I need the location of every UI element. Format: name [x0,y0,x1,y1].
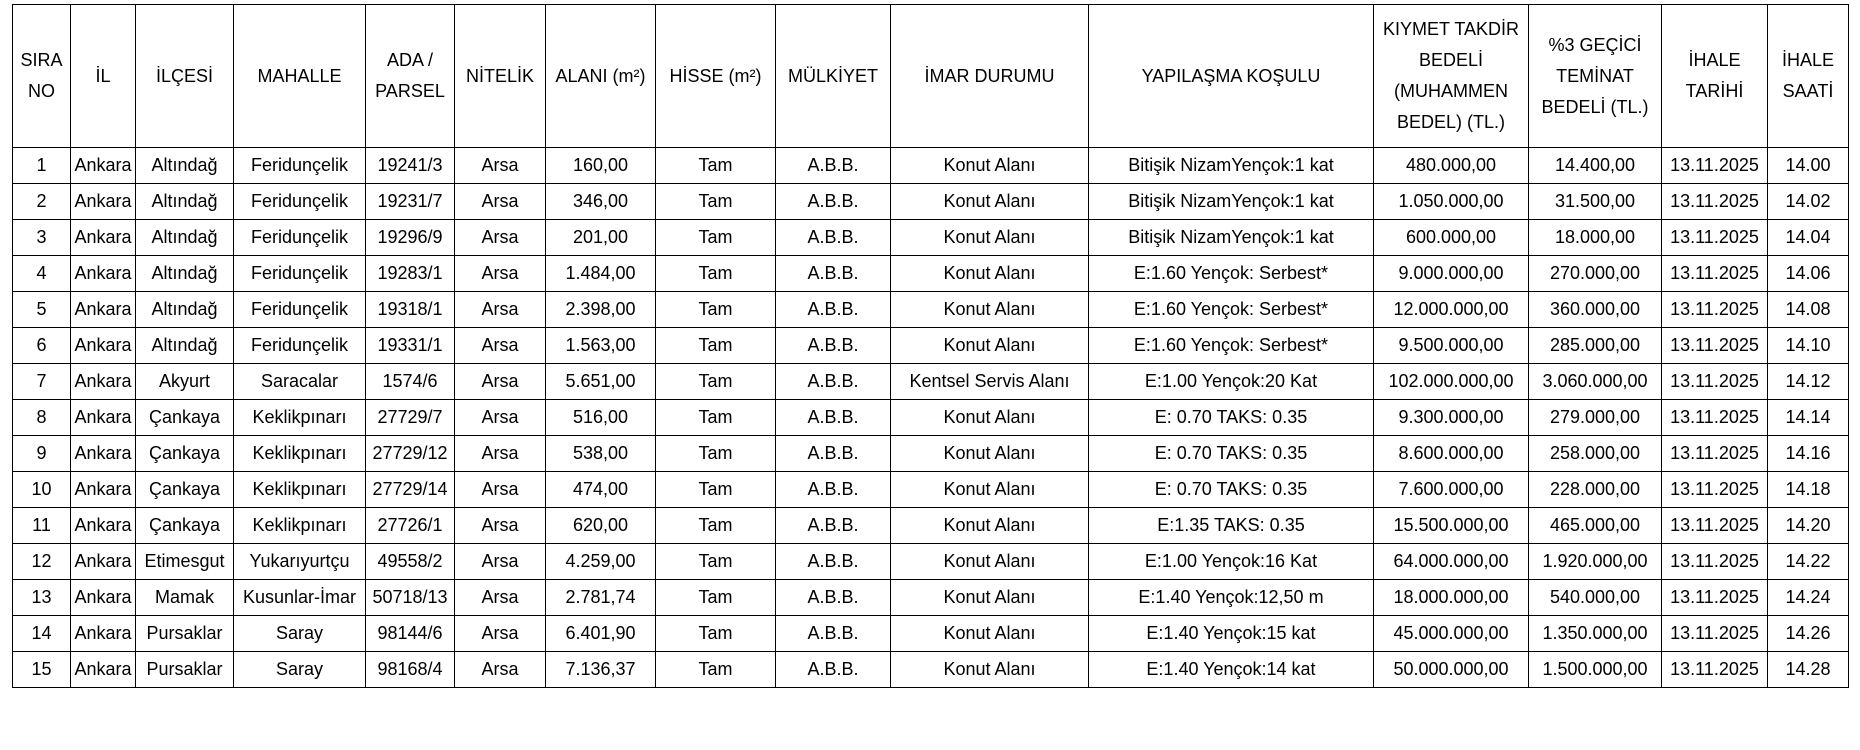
cell-gecici-teminat: 540.000,00 [1529,580,1662,616]
cell-ihale-saati: 14.04 [1768,220,1849,256]
cell-il: Ankara [71,328,136,364]
cell-ihale-tarihi: 13.11.2025 [1662,616,1768,652]
table-row [13,364,1849,400]
cell-yapilasma-kosulu: E:1.40 Yençok:15 kat [1089,616,1374,652]
table-row [13,184,1849,220]
cell-il: Ankara [71,400,136,436]
table-row [13,220,1849,256]
cell-il: Ankara [71,436,136,472]
cell-ihale-saati: 14.10 [1768,328,1849,364]
header-line: İMAR DURUMU [924,65,1055,86]
cell-gecici-teminat: 3.060.000,00 [1529,364,1662,400]
cell-il: Ankara [71,220,136,256]
table-row [13,148,1849,184]
cell-mulkiyet: A.B.B. [776,364,891,400]
tender-table [12,4,1849,688]
col-header-il [71,5,136,148]
cell-gecici-teminat: 1.920.000,00 [1529,544,1662,580]
cell-sira-no: 5 [13,292,71,328]
cell-alani: 201,00 [546,220,656,256]
cell-hisse: Tam [656,148,776,184]
cell-ada-parsel: 27726/1 [366,508,455,544]
cell-imar-durumu: Konut Alanı [891,328,1089,364]
cell-imar-durumu: Konut Alanı [891,220,1089,256]
header-line: NİTELİK [465,65,535,86]
cell-alani: 346,00 [546,184,656,220]
header-line: ADA / [386,50,434,70]
cell-yapilasma-kosulu: E:1.60 Yençok: Serbest* [1089,328,1374,364]
cell-ada-parsel: 49558/2 [366,544,455,580]
cell-nitelik: Arsa [455,256,546,292]
col-header-yapilasma-kosulu [1089,5,1374,148]
col-header-gecici-teminat [1529,5,1662,148]
cell-ada-parsel: 1574/6 [366,364,455,400]
cell-mulkiyet: A.B.B. [776,292,891,328]
cell-ihale-tarihi: 13.11.2025 [1662,544,1768,580]
cell-hisse: Tam [656,472,776,508]
cell-mahalle: Feridunçelik [234,256,366,292]
cell-yapilasma-kosulu: E:1.40 Yençok:14 kat [1089,652,1374,688]
cell-ihale-saati: 14.14 [1768,400,1849,436]
table-body [13,148,1849,688]
cell-mahalle: Keklikpınarı [234,436,366,472]
header-line: BEDEL) (TL.) [1396,112,1506,132]
cell-ihale-tarihi: 13.11.2025 [1662,184,1768,220]
cell-ilcesi: Çankaya [136,508,234,544]
cell-imar-durumu: Konut Alanı [891,436,1089,472]
cell-mahalle: Saracalar [234,364,366,400]
cell-imar-durumu: Konut Alanı [891,148,1089,184]
cell-alani: 538,00 [546,436,656,472]
header-line: BEDELİ (TL.) [1541,96,1649,117]
table-row [13,472,1849,508]
cell-alani: 2.398,00 [546,292,656,328]
cell-mulkiyet: A.B.B. [776,256,891,292]
cell-imar-durumu: Konut Alanı [891,580,1089,616]
cell-gecici-teminat: 270.000,00 [1529,256,1662,292]
header-line: İHALE [1688,50,1741,70]
cell-nitelik: Arsa [455,436,546,472]
col-header-alani [546,5,656,148]
cell-nitelik: Arsa [455,616,546,652]
cell-ilcesi: Pursaklar [136,652,234,688]
cell-mahalle: Feridunçelik [234,184,366,220]
cell-mahalle: Feridunçelik [234,148,366,184]
cell-il: Ankara [71,580,136,616]
cell-nitelik: Arsa [455,292,546,328]
cell-gecici-teminat: 18.000,00 [1529,220,1662,256]
cell-sira-no: 8 [13,400,71,436]
header-line: TARİHİ [1685,81,1744,101]
cell-hisse: Tam [656,436,776,472]
header-line: KIYMET TAKDİR [1382,19,1520,39]
cell-il: Ankara [71,292,136,328]
cell-sira-no: 2 [13,184,71,220]
cell-nitelik: Arsa [455,364,546,400]
cell-mahalle: Saray [234,652,366,688]
cell-mulkiyet: A.B.B. [776,616,891,652]
table-row [13,580,1849,616]
col-header-kiymet-takdir-bedeli [1374,5,1529,148]
cell-ihale-saati: 14.26 [1768,616,1849,652]
cell-il: Ankara [71,364,136,400]
cell-imar-durumu: Kentsel Servis Alanı [891,364,1089,400]
cell-ilcesi: Etimesgut [136,544,234,580]
cell-ilcesi: Altındağ [136,184,234,220]
cell-hisse: Tam [656,580,776,616]
cell-kiymet-takdir-bedeli: 102.000.000,00 [1374,364,1529,400]
cell-mahalle: Keklikpınarı [234,400,366,436]
cell-ihale-saati: 14.20 [1768,508,1849,544]
cell-mulkiyet: A.B.B. [776,544,891,580]
header-line: MÜLKİYET [787,65,879,86]
cell-nitelik: Arsa [455,508,546,544]
cell-yapilasma-kosulu: E:1.00 Yençok:20 Kat [1089,364,1374,400]
cell-mahalle: Feridunçelik [234,220,366,256]
table-row [13,652,1849,688]
cell-ada-parsel: 19331/1 [366,328,455,364]
col-header-ilcesi [136,5,234,148]
cell-gecici-teminat: 258.000,00 [1529,436,1662,472]
cell-ilcesi: Altındağ [136,220,234,256]
cell-yapilasma-kosulu: E: 0.70 TAKS: 0.35 [1089,472,1374,508]
header-line: SIRA [20,50,63,70]
header-row [13,5,1849,148]
cell-mulkiyet: A.B.B. [776,508,891,544]
cell-alani: 160,00 [546,148,656,184]
cell-imar-durumu: Konut Alanı [891,184,1089,220]
cell-hisse: Tam [656,652,776,688]
cell-yapilasma-kosulu: Bitişik NizamYençok:1 kat [1089,148,1374,184]
header-line: İHALE [1781,50,1835,70]
cell-il: Ankara [71,472,136,508]
header-line: HİSSE (m²) [669,65,762,86]
cell-kiymet-takdir-bedeli: 15.500.000,00 [1374,508,1529,544]
cell-ihale-tarihi: 13.11.2025 [1662,292,1768,328]
cell-alani: 1.563,00 [546,328,656,364]
cell-mahalle: Yukarıyurtçu [234,544,366,580]
cell-ihale-saati: 14.08 [1768,292,1849,328]
cell-mahalle: Feridunçelik [234,292,366,328]
cell-mulkiyet: A.B.B. [776,184,891,220]
cell-imar-durumu: Konut Alanı [891,472,1089,508]
header-line: YAPILAŞMA KOŞULU [1141,65,1321,86]
cell-sira-no: 13 [13,580,71,616]
cell-yapilasma-kosulu: E: 0.70 TAKS: 0.35 [1089,436,1374,472]
cell-nitelik: Arsa [455,400,546,436]
cell-ihale-saati: 14.28 [1768,652,1849,688]
header-line: NO [28,81,55,101]
cell-hisse: Tam [656,544,776,580]
cell-sira-no: 4 [13,256,71,292]
cell-alani: 1.484,00 [546,256,656,292]
cell-alani: 620,00 [546,508,656,544]
col-header-hisse [656,5,776,148]
cell-ada-parsel: 27729/7 [366,400,455,436]
cell-mahalle: Feridunçelik [234,328,366,364]
cell-hisse: Tam [656,508,776,544]
cell-sira-no: 15 [13,652,71,688]
cell-ada-parsel: 19231/7 [366,184,455,220]
cell-mahalle: Kusunlar-İmar [234,580,366,616]
col-header-imar-durumu [891,5,1089,148]
cell-gecici-teminat: 228.000,00 [1529,472,1662,508]
cell-ilcesi: Akyurt [136,364,234,400]
cell-mulkiyet: A.B.B. [776,436,891,472]
cell-hisse: Tam [656,328,776,364]
cell-kiymet-takdir-bedeli: 45.000.000,00 [1374,616,1529,652]
cell-sira-no: 14 [13,616,71,652]
cell-imar-durumu: Konut Alanı [891,400,1089,436]
cell-ihale-saati: 14.00 [1768,148,1849,184]
cell-imar-durumu: Konut Alanı [891,616,1089,652]
cell-imar-durumu: Konut Alanı [891,652,1089,688]
cell-hisse: Tam [656,256,776,292]
cell-yapilasma-kosulu: E:1.35 TAKS: 0.35 [1089,508,1374,544]
cell-ihale-tarihi: 13.11.2025 [1662,148,1768,184]
cell-ihale-saati: 14.02 [1768,184,1849,220]
cell-hisse: Tam [656,616,776,652]
cell-kiymet-takdir-bedeli: 9.300.000,00 [1374,400,1529,436]
cell-ada-parsel: 19296/9 [366,220,455,256]
cell-hisse: Tam [656,220,776,256]
table-row [13,616,1849,652]
cell-hisse: Tam [656,400,776,436]
header-line: MAHALLE [257,65,342,86]
cell-yapilasma-kosulu: E:1.60 Yençok: Serbest* [1089,292,1374,328]
cell-mulkiyet: A.B.B. [776,220,891,256]
cell-ihale-tarihi: 13.11.2025 [1662,508,1768,544]
cell-kiymet-takdir-bedeli: 50.000.000,00 [1374,652,1529,688]
cell-ihale-saati: 14.18 [1768,472,1849,508]
cell-nitelik: Arsa [455,652,546,688]
cell-kiymet-takdir-bedeli: 1.050.000,00 [1374,184,1529,220]
cell-kiymet-takdir-bedeli: 18.000.000,00 [1374,580,1529,616]
cell-il: Ankara [71,184,136,220]
cell-ihale-saati: 14.16 [1768,436,1849,472]
cell-ihale-saati: 14.24 [1768,580,1849,616]
cell-alani: 516,00 [546,400,656,436]
cell-kiymet-takdir-bedeli: 8.600.000,00 [1374,436,1529,472]
cell-mahalle: Saray [234,616,366,652]
cell-gecici-teminat: 1.500.000,00 [1529,652,1662,688]
table-row [13,292,1849,328]
cell-ihale-tarihi: 13.11.2025 [1662,580,1768,616]
cell-il: Ankara [71,652,136,688]
cell-imar-durumu: Konut Alanı [891,292,1089,328]
cell-ilcesi: Çankaya [136,436,234,472]
cell-nitelik: Arsa [455,472,546,508]
cell-ihale-tarihi: 13.11.2025 [1662,328,1768,364]
cell-ilcesi: Altındağ [136,328,234,364]
cell-ilcesi: Altındağ [136,292,234,328]
cell-ihale-tarihi: 13.11.2025 [1662,436,1768,472]
cell-imar-durumu: Konut Alanı [891,508,1089,544]
cell-alani: 5.651,00 [546,364,656,400]
cell-hisse: Tam [656,184,776,220]
cell-gecici-teminat: 285.000,00 [1529,328,1662,364]
cell-yapilasma-kosulu: Bitişik NizamYençok:1 kat [1089,220,1374,256]
cell-kiymet-takdir-bedeli: 12.000.000,00 [1374,292,1529,328]
cell-ada-parsel: 27729/12 [366,436,455,472]
cell-nitelik: Arsa [455,220,546,256]
cell-hisse: Tam [656,292,776,328]
cell-ihale-tarihi: 13.11.2025 [1662,472,1768,508]
cell-ilcesi: Altındağ [136,148,234,184]
cell-kiymet-takdir-bedeli: 7.600.000,00 [1374,472,1529,508]
cell-ihale-tarihi: 13.11.2025 [1662,400,1768,436]
cell-nitelik: Arsa [455,580,546,616]
cell-ihale-tarihi: 13.11.2025 [1662,256,1768,292]
cell-gecici-teminat: 31.500,00 [1529,184,1662,220]
cell-sira-no: 6 [13,328,71,364]
cell-ihale-saati: 14.06 [1768,256,1849,292]
cell-yapilasma-kosulu: E:1.00 Yençok:16 Kat [1089,544,1374,580]
cell-kiymet-takdir-bedeli: 9.500.000,00 [1374,328,1529,364]
cell-ilcesi: Çankaya [136,400,234,436]
header-line: İLÇESİ [155,65,214,86]
cell-il: Ankara [71,508,136,544]
cell-ilcesi: Mamak [136,580,234,616]
cell-kiymet-takdir-bedeli: 64.000.000,00 [1374,544,1529,580]
cell-nitelik: Arsa [455,148,546,184]
cell-ada-parsel: 19283/1 [366,256,455,292]
cell-ada-parsel: 50718/13 [366,580,455,616]
cell-il: Ankara [71,616,136,652]
col-header-nitelik [455,5,546,148]
cell-ihale-saati: 14.22 [1768,544,1849,580]
cell-ilcesi: Pursaklar [136,616,234,652]
cell-mulkiyet: A.B.B. [776,328,891,364]
cell-ihale-tarihi: 13.11.2025 [1662,220,1768,256]
cell-sira-no: 10 [13,472,71,508]
cell-sira-no: 12 [13,544,71,580]
cell-ada-parsel: 27729/14 [366,472,455,508]
cell-kiymet-takdir-bedeli: 480.000,00 [1374,148,1529,184]
cell-gecici-teminat: 14.400,00 [1529,148,1662,184]
cell-alani: 4.259,00 [546,544,656,580]
col-header-ihale-tarihi [1662,5,1768,148]
cell-yapilasma-kosulu: Bitişik NizamYençok:1 kat [1089,184,1374,220]
cell-ilcesi: Çankaya [136,472,234,508]
cell-ihale-tarihi: 13.11.2025 [1662,364,1768,400]
table-row [13,328,1849,364]
cell-gecici-teminat: 1.350.000,00 [1529,616,1662,652]
cell-sira-no: 11 [13,508,71,544]
cell-alani: 6.401,90 [546,616,656,652]
cell-kiymet-takdir-bedeli: 9.000.000,00 [1374,256,1529,292]
col-header-ada-parsel [366,5,455,148]
table-row [13,256,1849,292]
cell-sira-no: 3 [13,220,71,256]
cell-yapilasma-kosulu: E:1.60 Yençok: Serbest* [1089,256,1374,292]
cell-nitelik: Arsa [455,328,546,364]
cell-mulkiyet: A.B.B. [776,148,891,184]
cell-sira-no: 7 [13,364,71,400]
cell-hisse: Tam [656,364,776,400]
cell-sira-no: 9 [13,436,71,472]
cell-il: Ankara [71,148,136,184]
cell-il: Ankara [71,544,136,580]
cell-alani: 7.136,37 [546,652,656,688]
cell-ada-parsel: 19241/3 [366,148,455,184]
col-header-sira-no [13,5,71,148]
cell-alani: 474,00 [546,472,656,508]
header-line: (MUHAMMEN [1394,81,1508,101]
cell-il: Ankara [71,256,136,292]
cell-gecici-teminat: 465.000,00 [1529,508,1662,544]
cell-ihale-saati: 14.12 [1768,364,1849,400]
cell-mulkiyet: A.B.B. [776,652,891,688]
cell-gecici-teminat: 279.000,00 [1529,400,1662,436]
cell-sira-no: 1 [13,148,71,184]
cell-imar-durumu: Konut Alanı [891,544,1089,580]
col-header-mahalle [234,5,366,148]
cell-ilcesi: Altındağ [136,256,234,292]
cell-alani: 2.781,74 [546,580,656,616]
cell-ihale-tarihi: 13.11.2025 [1662,652,1768,688]
table-row [13,508,1849,544]
header-line: %3 GEÇİCİ [1548,34,1642,55]
table-row [13,400,1849,436]
cell-mahalle: Keklikpınarı [234,472,366,508]
header-line: PARSEL [375,81,445,101]
header-line: SAATİ [1782,81,1834,101]
cell-kiymet-takdir-bedeli: 600.000,00 [1374,220,1529,256]
cell-nitelik: Arsa [455,544,546,580]
cell-nitelik: Arsa [455,184,546,220]
cell-gecici-teminat: 360.000,00 [1529,292,1662,328]
cell-mahalle: Keklikpınarı [234,508,366,544]
cell-yapilasma-kosulu: E:1.40 Yençok:12,50 m [1089,580,1374,616]
cell-ada-parsel: 98168/4 [366,652,455,688]
header-line: BEDELİ [1418,50,1484,70]
cell-ada-parsel: 19318/1 [366,292,455,328]
cell-yapilasma-kosulu: E: 0.70 TAKS: 0.35 [1089,400,1374,436]
col-header-ihale-saati [1768,5,1849,148]
cell-ada-parsel: 98144/6 [366,616,455,652]
cell-mulkiyet: A.B.B. [776,400,891,436]
table-row [13,544,1849,580]
cell-mulkiyet: A.B.B. [776,472,891,508]
header-line: TEMİNAT [1556,65,1634,86]
header-line: İL [95,65,111,86]
header-line: ALANI (m²) [555,65,646,86]
cell-imar-durumu: Konut Alanı [891,256,1089,292]
col-header-mulkiyet [776,5,891,148]
table-row [13,436,1849,472]
cell-mulkiyet: A.B.B. [776,580,891,616]
